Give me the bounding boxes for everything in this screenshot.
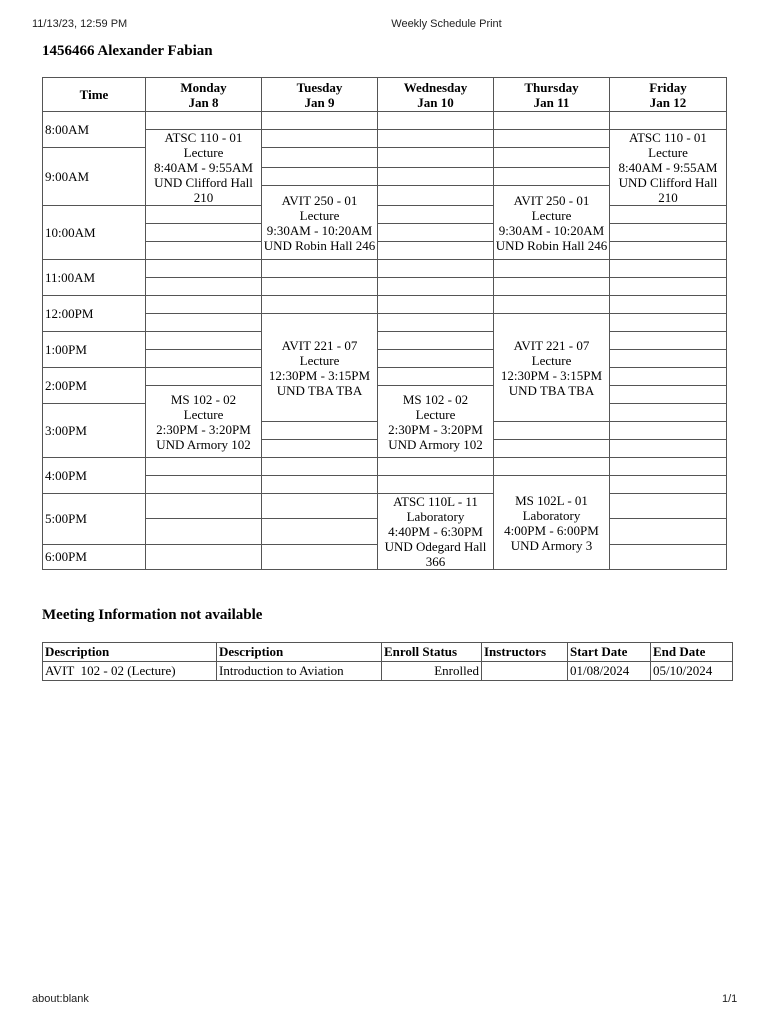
empty-slot bbox=[146, 544, 262, 569]
print-datetime: 11/13/23, 12:59 PM bbox=[32, 18, 128, 30]
empty-slot bbox=[494, 112, 610, 130]
empty-slot bbox=[146, 242, 262, 260]
weekly-schedule-table bbox=[42, 77, 727, 570]
course-time: 4:40PM - 6:30PM bbox=[388, 524, 483, 539]
course-location: UND Robin Hall 246 bbox=[263, 237, 376, 253]
empty-slot bbox=[262, 130, 378, 148]
course-location: UND Clifford Hall 210 bbox=[618, 175, 718, 205]
time-label: 8:00AM bbox=[43, 112, 146, 148]
course-block-avit250-tue bbox=[262, 186, 378, 260]
day-name: Monday bbox=[180, 79, 227, 95]
cell-instructors bbox=[482, 662, 568, 681]
course-type: Lecture bbox=[415, 406, 456, 422]
course-block-avit221-thu bbox=[494, 314, 610, 422]
meeting-info-table bbox=[42, 642, 733, 681]
empty-slot bbox=[610, 224, 727, 242]
col-header: Description bbox=[43, 643, 217, 662]
course-type: Laboratory bbox=[522, 507, 581, 523]
day-header-thursday bbox=[494, 78, 610, 112]
time-label: 3:00PM bbox=[43, 404, 146, 458]
course-time: 2:30PM - 3:20PM bbox=[388, 421, 483, 437]
course-code: ATSC 110 - 01 bbox=[164, 130, 243, 145]
col-header: Enroll Status bbox=[382, 643, 482, 662]
course-block-avit250-thu bbox=[494, 186, 610, 260]
day-header-tuesday bbox=[262, 78, 378, 112]
empty-slot bbox=[610, 494, 727, 519]
meeting-info-heading: Meeting Information not available bbox=[42, 607, 263, 623]
empty-slot bbox=[610, 332, 727, 350]
col-header: End Date bbox=[651, 643, 733, 662]
time-label: 10:00AM bbox=[43, 206, 146, 260]
footer-url: about:blank bbox=[32, 993, 89, 1005]
day-header-wednesday bbox=[378, 78, 494, 112]
empty-slot bbox=[494, 148, 610, 168]
time-label: 12:00PM bbox=[43, 296, 146, 332]
empty-slot bbox=[262, 476, 378, 494]
course-location: UND Clifford Hall 210 bbox=[154, 175, 253, 205]
course-code: AVIT 250 - 01 bbox=[281, 192, 358, 208]
day-date: Jan 9 bbox=[304, 94, 335, 110]
info-header-row bbox=[43, 643, 733, 662]
course-time: 9:30AM - 10:20AM bbox=[498, 222, 605, 238]
course-block-ms102-wed bbox=[378, 386, 494, 458]
time-label: 1:00PM bbox=[43, 332, 146, 368]
course-code: AVIT 221 - 07 bbox=[513, 337, 590, 353]
course-time: 12:30PM - 3:15PM bbox=[500, 367, 603, 383]
empty-slot bbox=[378, 206, 494, 224]
empty-slot bbox=[378, 148, 494, 168]
empty-slot bbox=[378, 458, 494, 476]
empty-slot bbox=[610, 112, 727, 130]
day-name: Wednesday bbox=[403, 79, 468, 95]
empty-slot bbox=[610, 404, 727, 422]
course-location: UND Armory 102 bbox=[156, 436, 251, 452]
empty-slot bbox=[262, 519, 378, 544]
time-header: Time bbox=[43, 78, 146, 112]
course-code: ATSC 110 - 01 bbox=[629, 130, 707, 145]
empty-slot bbox=[494, 260, 610, 278]
course-type: Lecture bbox=[183, 406, 224, 422]
empty-slot bbox=[494, 168, 610, 186]
empty-slot bbox=[262, 544, 378, 569]
course-code: AVIT 221 - 07 bbox=[281, 337, 358, 353]
course-time: 8:40AM - 9:55AM bbox=[618, 160, 718, 175]
course-block-atsc110l-wed bbox=[378, 494, 494, 570]
day-date: Jan 11 bbox=[533, 94, 570, 110]
empty-slot bbox=[610, 206, 727, 224]
course-time: 4:00PM - 6:00PM bbox=[504, 522, 599, 538]
course-type: Lecture bbox=[183, 145, 224, 160]
empty-slot bbox=[610, 458, 727, 476]
empty-slot bbox=[378, 242, 494, 260]
empty-slot bbox=[610, 314, 727, 332]
course-location: UND Armory 3 bbox=[510, 537, 593, 553]
cell-description: Introduction to Aviation bbox=[217, 662, 382, 681]
empty-slot bbox=[610, 242, 727, 260]
empty-slot bbox=[378, 296, 494, 314]
empty-slot bbox=[262, 458, 378, 476]
empty-slot bbox=[146, 476, 262, 494]
course-type: Laboratory bbox=[406, 509, 465, 524]
empty-slot bbox=[378, 476, 494, 494]
empty-slot bbox=[146, 278, 262, 296]
day-date: Jan 10 bbox=[417, 94, 454, 110]
cell-class: AVIT 102 - 02 (Lecture) bbox=[43, 662, 217, 681]
empty-slot bbox=[610, 260, 727, 278]
course-time: 8:40AM - 9:55AM bbox=[154, 160, 253, 175]
day-header-monday bbox=[146, 78, 262, 112]
empty-slot bbox=[494, 130, 610, 148]
col-header: Description bbox=[217, 643, 382, 662]
empty-slot bbox=[610, 519, 727, 544]
empty-slot bbox=[146, 368, 262, 386]
course-code: ATSC 110L - 11 bbox=[393, 494, 478, 509]
empty-slot bbox=[146, 519, 262, 544]
student-name: 1456466 Alexander Fabian bbox=[42, 43, 213, 59]
empty-slot bbox=[494, 440, 610, 458]
time-label: 5:00PM bbox=[43, 494, 146, 545]
empty-slot bbox=[146, 112, 262, 130]
course-type: Lecture bbox=[648, 145, 688, 160]
course-block-ms102l-thu bbox=[494, 476, 610, 570]
empty-slot bbox=[610, 386, 727, 404]
empty-slot bbox=[378, 278, 494, 296]
cell-end-date: 05/10/2024 bbox=[651, 662, 733, 681]
empty-slot bbox=[610, 350, 727, 368]
empty-slot bbox=[262, 422, 378, 440]
empty-slot bbox=[378, 350, 494, 368]
empty-slot bbox=[378, 332, 494, 350]
empty-slot bbox=[494, 278, 610, 296]
empty-slot bbox=[262, 278, 378, 296]
course-code: MS 102 - 02 bbox=[170, 391, 237, 407]
course-block-atsc110-fri bbox=[610, 130, 727, 206]
course-location: UND Armory 102 bbox=[388, 436, 483, 452]
empty-slot bbox=[146, 332, 262, 350]
time-label: 6:00PM bbox=[43, 544, 146, 569]
empty-slot bbox=[262, 168, 378, 186]
cell-start-date: 01/08/2024 bbox=[568, 662, 651, 681]
empty-slot bbox=[262, 148, 378, 168]
empty-slot bbox=[262, 112, 378, 130]
empty-slot bbox=[378, 368, 494, 386]
day-name: Thursday bbox=[524, 79, 579, 95]
empty-slot bbox=[610, 368, 727, 386]
col-header: Start Date bbox=[568, 643, 651, 662]
empty-slot bbox=[494, 458, 610, 476]
course-location: UND Odegard Hall 366 bbox=[384, 539, 487, 569]
empty-slot bbox=[262, 260, 378, 278]
col-header: Instructors bbox=[482, 643, 568, 662]
day-header-friday bbox=[610, 78, 727, 112]
table-row bbox=[43, 662, 733, 681]
time-label: 9:00AM bbox=[43, 148, 146, 206]
course-time: 12:30PM - 3:15PM bbox=[268, 367, 371, 383]
course-time: 2:30PM - 3:20PM bbox=[156, 421, 251, 437]
empty-slot bbox=[146, 260, 262, 278]
course-code: MS 102L - 01 bbox=[515, 492, 588, 508]
course-block-atsc110-mon bbox=[146, 130, 262, 206]
course-block-avit221-tue bbox=[262, 314, 378, 422]
cell-enroll-status: Enrolled bbox=[382, 662, 482, 681]
empty-slot bbox=[610, 440, 727, 458]
empty-slot bbox=[610, 476, 727, 494]
empty-slot bbox=[494, 422, 610, 440]
time-label: 11:00AM bbox=[43, 260, 146, 296]
day-name: Friday bbox=[649, 79, 687, 95]
empty-slot bbox=[262, 494, 378, 519]
page-number: 1/1 bbox=[722, 993, 738, 1005]
empty-slot bbox=[610, 278, 727, 296]
empty-slot bbox=[610, 544, 727, 569]
empty-slot bbox=[378, 314, 494, 332]
empty-slot bbox=[378, 112, 494, 130]
print-title: Weekly Schedule Print bbox=[391, 18, 502, 30]
day-date: Jan 12 bbox=[649, 94, 687, 110]
empty-slot bbox=[494, 296, 610, 314]
course-location: UND TBA TBA bbox=[508, 382, 595, 398]
empty-slot bbox=[610, 296, 727, 314]
empty-slot bbox=[378, 260, 494, 278]
schedule-header-row bbox=[43, 78, 727, 112]
empty-slot bbox=[146, 458, 262, 476]
empty-slot bbox=[262, 440, 378, 458]
day-name: Tuesday bbox=[296, 79, 343, 95]
empty-slot bbox=[378, 224, 494, 242]
course-type: Lecture bbox=[299, 352, 340, 368]
empty-slot bbox=[146, 296, 262, 314]
course-type: Lecture bbox=[531, 207, 572, 223]
course-block-ms102-mon bbox=[146, 386, 262, 458]
day-date: Jan 8 bbox=[188, 94, 219, 110]
course-time: 9:30AM - 10:20AM bbox=[266, 222, 373, 238]
empty-slot bbox=[146, 224, 262, 242]
course-location: UND Robin Hall 246 bbox=[495, 237, 608, 253]
course-type: Lecture bbox=[299, 207, 340, 223]
empty-slot bbox=[610, 422, 727, 440]
course-type: Lecture bbox=[531, 352, 572, 368]
time-label: 2:00PM bbox=[43, 368, 146, 404]
empty-slot bbox=[378, 186, 494, 206]
empty-slot bbox=[146, 350, 262, 368]
course-location: UND TBA TBA bbox=[276, 382, 363, 398]
time-label: 4:00PM bbox=[43, 458, 146, 494]
empty-slot bbox=[378, 168, 494, 186]
empty-slot bbox=[146, 494, 262, 519]
course-code: MS 102 - 02 bbox=[402, 391, 469, 407]
empty-slot bbox=[262, 296, 378, 314]
empty-slot bbox=[146, 314, 262, 332]
empty-slot bbox=[378, 130, 494, 148]
empty-slot bbox=[146, 206, 262, 224]
course-code: AVIT 250 - 01 bbox=[513, 192, 590, 208]
